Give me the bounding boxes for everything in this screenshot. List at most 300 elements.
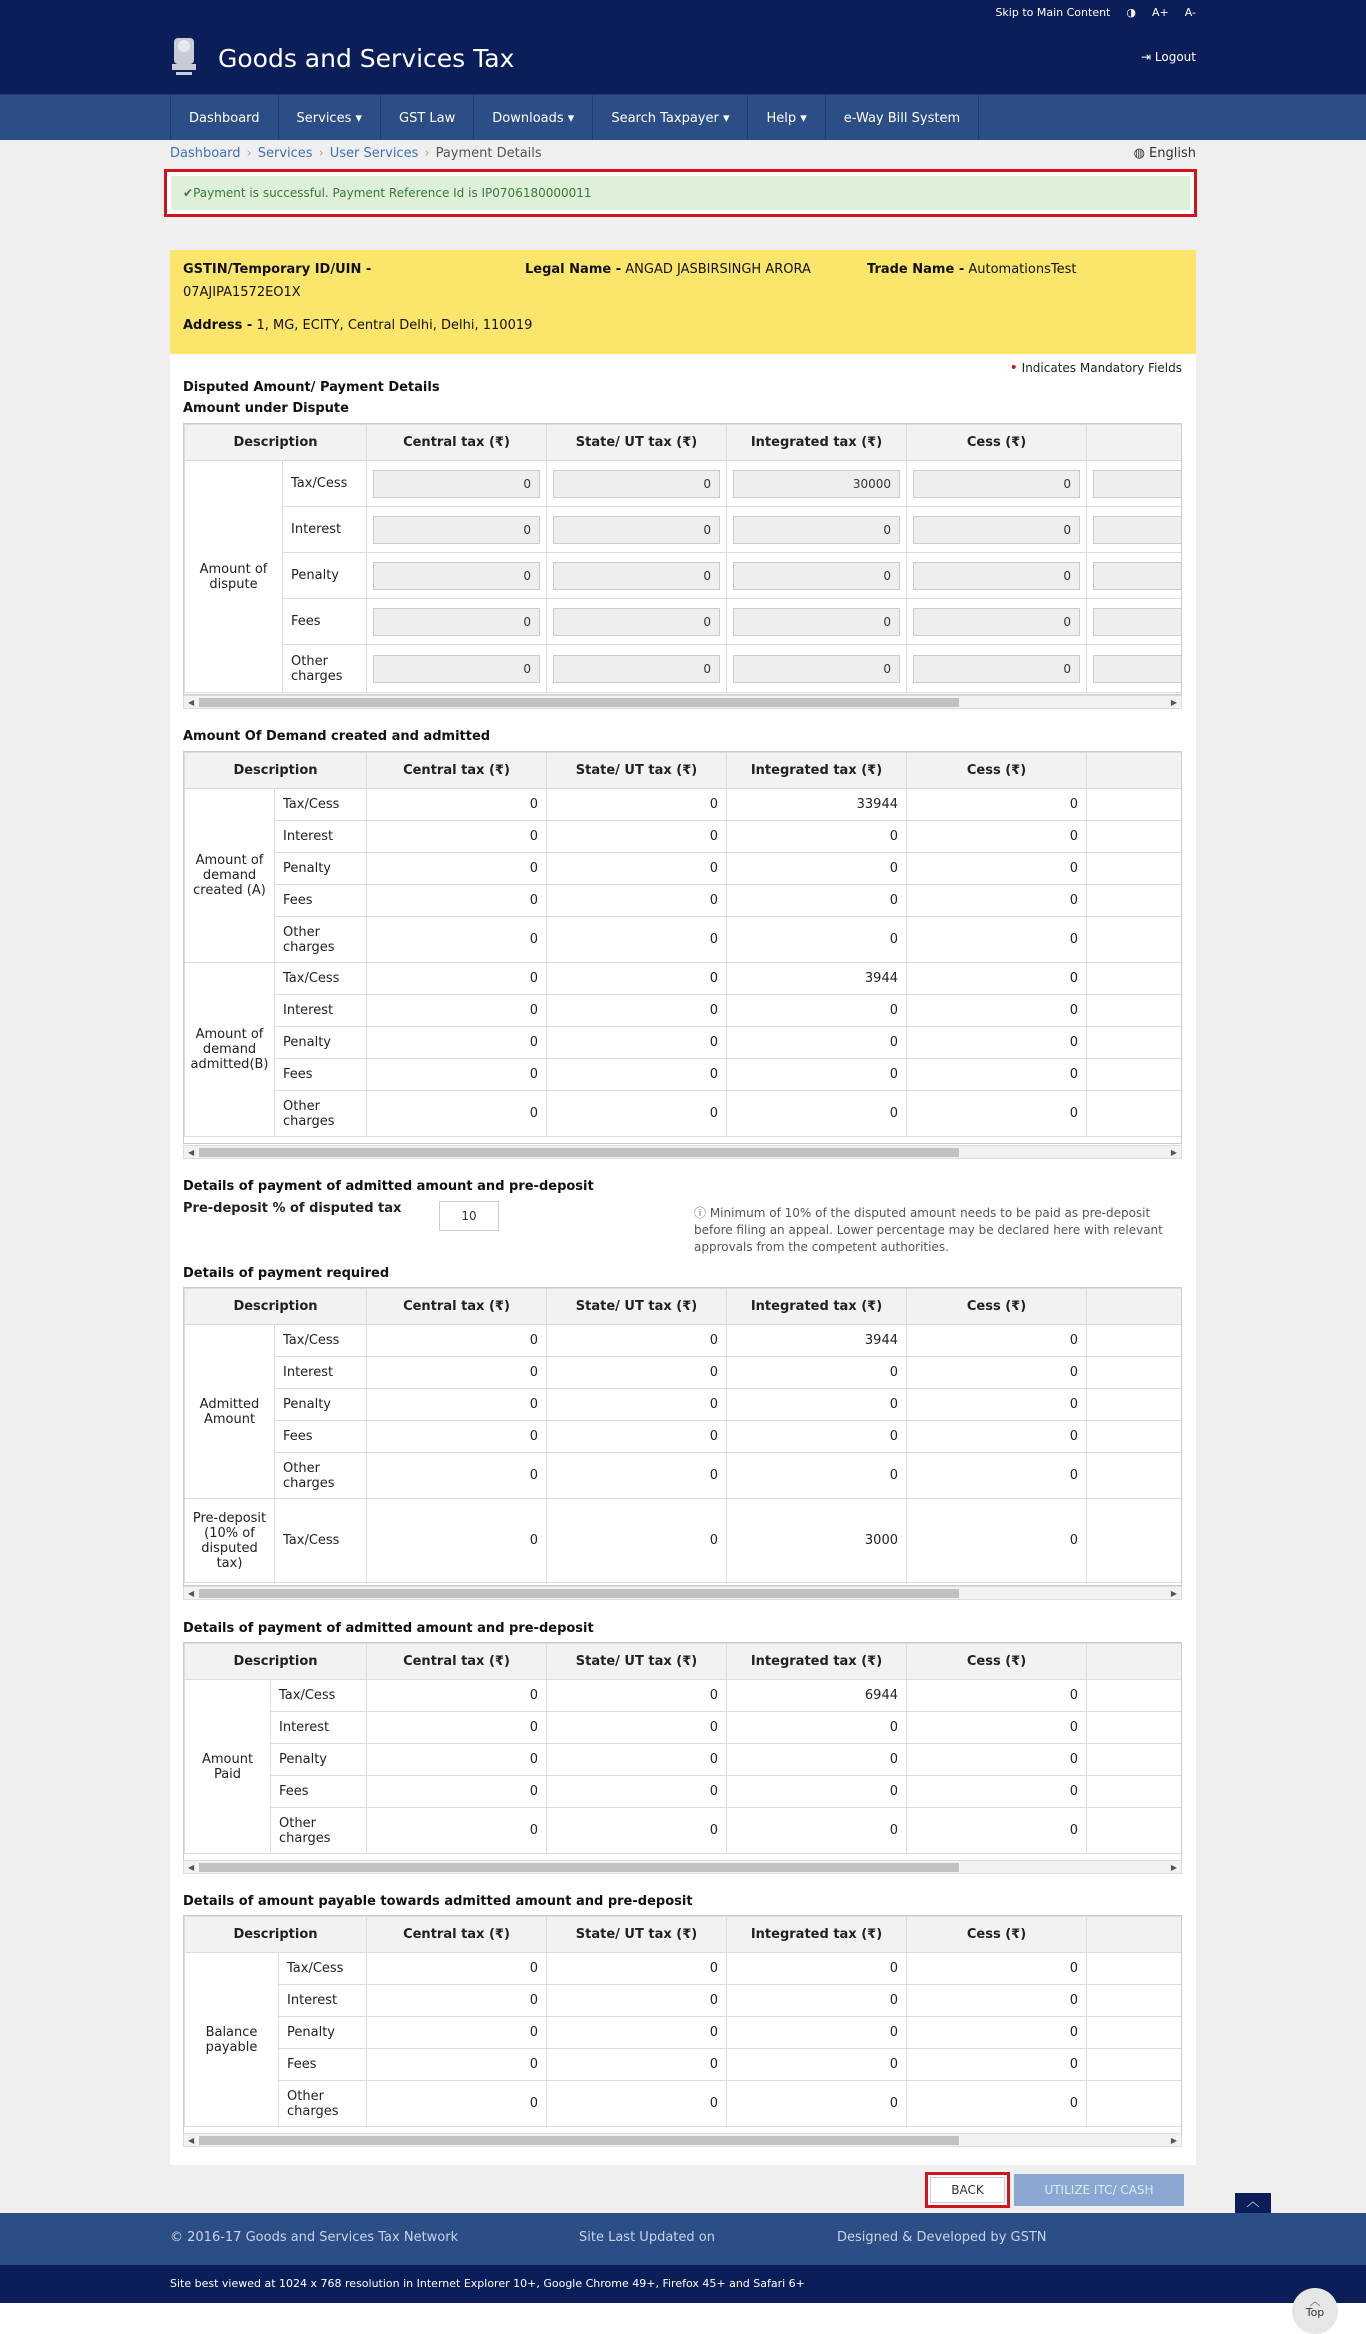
gstin-label: GSTIN/Temporary ID/UIN - xyxy=(183,262,372,277)
amount-cell: 0 xyxy=(547,1091,727,1137)
extra-cell xyxy=(1087,1499,1183,1583)
section-disputed-title: Disputed Amount/ Payment Details xyxy=(183,380,440,395)
amount-input[interactable]: 0 xyxy=(553,562,720,590)
row-label: Fees xyxy=(275,885,367,917)
extra-cell xyxy=(1087,1953,1183,1985)
amount-cell: 0 xyxy=(907,853,1087,885)
amount-under-dispute-table xyxy=(183,423,1182,695)
predeposit-note: ⓘ Minimum of 10% of the disputed amount needs to be paid as pre-deposit before filing an appeal. Lower percentage may be declared here with relevant approvals from the competent authorities. xyxy=(694,1206,1163,1254)
accessibility-strip xyxy=(995,6,1196,19)
amount-cell: 0 xyxy=(907,1499,1087,1583)
col-header-extra xyxy=(1087,1289,1183,1325)
table-row xyxy=(185,1357,1183,1389)
row-label: Other charges xyxy=(275,1091,367,1137)
amount-cell: 0 xyxy=(367,1953,547,1985)
utilize-itc-cash-button[interactable]: UTILIZE ITC/ CASH xyxy=(1014,2174,1184,2206)
amount-cell: 0 xyxy=(547,1453,727,1499)
table2-title: Amount Of Demand created and admitted xyxy=(183,729,491,744)
extra-cell xyxy=(1087,917,1183,963)
extra-cell xyxy=(1087,1357,1183,1389)
amount-cell: 0 xyxy=(547,1985,727,2017)
table3-scrollbar[interactable]: ◀ ▶ xyxy=(183,1586,1182,1600)
amount-cell: 0 xyxy=(547,1357,727,1389)
table-row xyxy=(185,2081,1183,2127)
amount-cell: 0 xyxy=(907,1985,1087,2017)
amount-input[interactable]: 0 xyxy=(913,608,1080,636)
table-row xyxy=(185,1744,1183,1776)
amount-cell: 0 xyxy=(367,1985,547,2017)
amount-input[interactable]: 0 xyxy=(733,655,900,683)
predeposit-input[interactable]: 10 xyxy=(439,1201,499,1231)
table-row xyxy=(185,1776,1183,1808)
national-emblem-icon xyxy=(166,34,202,80)
table-row xyxy=(185,2049,1183,2081)
col-header-3: Integrated tax (₹) xyxy=(727,425,907,461)
col-header-3: Integrated tax (₹) xyxy=(727,1289,907,1325)
logout-link[interactable] xyxy=(1141,50,1196,64)
table1-scrollbar[interactable]: ◀ ▶ xyxy=(183,695,1182,709)
breadcrumb-dashboard[interactable]: Dashboard xyxy=(170,146,241,161)
extra-cell xyxy=(1087,1421,1183,1453)
table-row xyxy=(185,1953,1183,1985)
amount-cell: 0 xyxy=(367,1776,547,1808)
amount-cell: 0 xyxy=(547,2081,727,2127)
col-description: Description xyxy=(185,425,367,461)
extra-cell xyxy=(1087,1744,1183,1776)
table-row xyxy=(185,2017,1183,2049)
extra-cell xyxy=(1087,1389,1183,1421)
col-header-extra xyxy=(1087,1644,1183,1680)
amount-input[interactable]: 0 xyxy=(373,516,540,544)
contrast-icon[interactable]: ◑ xyxy=(1126,6,1136,19)
amount-cell: 0 xyxy=(727,2049,907,2081)
extra-cell xyxy=(1087,1808,1183,1854)
amount-input[interactable]: 0 xyxy=(553,470,720,498)
group-label: Amount of dispute xyxy=(185,461,283,693)
extra-cell xyxy=(1087,2081,1183,2127)
col-header-4: Cess (₹) xyxy=(907,753,1087,789)
row-label: Interest xyxy=(275,995,367,1027)
extra-cell xyxy=(1087,1325,1183,1357)
back-to-top-button[interactable] xyxy=(1292,2288,1338,2334)
extra-cell xyxy=(1087,885,1183,917)
extra-cell xyxy=(1087,821,1183,853)
table-row xyxy=(185,1985,1183,2017)
table-row xyxy=(185,461,1183,507)
success-alert xyxy=(164,169,1197,217)
amount-cell: 0 xyxy=(547,885,727,917)
amount-cell: 0 xyxy=(367,1453,547,1499)
amount-cell: 0 xyxy=(727,2017,907,2049)
table-row xyxy=(185,507,1183,553)
trade-name: Trade Name - AutomationsTest xyxy=(867,262,1077,277)
amount-cell: 0 xyxy=(367,821,547,853)
table-row xyxy=(185,645,1183,693)
nav-item-5[interactable]: Help ▾ xyxy=(748,95,825,141)
col-description: Description xyxy=(185,1644,367,1680)
amount-input[interactable]: 0 xyxy=(733,516,900,544)
row-label: Penalty xyxy=(275,1389,367,1421)
amount-cell: 0 xyxy=(547,963,727,995)
extra-cell xyxy=(1087,461,1183,507)
col-header-4: Cess (₹) xyxy=(907,1644,1087,1680)
logout-icon: ⇥ xyxy=(1141,50,1155,64)
font-decrease-button[interactable]: A- xyxy=(1184,6,1196,19)
amount-cell: 0 xyxy=(367,853,547,885)
group-label: Amount of demand created (A) xyxy=(185,789,275,963)
amount-cell: 0 xyxy=(727,1091,907,1137)
amount-cell: 0 xyxy=(547,2049,727,2081)
col-header-1: Central tax (₹) xyxy=(367,1289,547,1325)
row-label: Fees xyxy=(275,1421,367,1453)
amount-cell: 0 xyxy=(547,1712,727,1744)
amount-cell: 0 xyxy=(547,1744,727,1776)
amount-cell: 0 xyxy=(907,1421,1087,1453)
legal-name: Legal Name - ANGAD JASBIRSINGH ARORA xyxy=(525,262,811,277)
amount-cell: 0 xyxy=(907,2017,1087,2049)
table4-scrollbar[interactable]: ◀ ▶ xyxy=(183,1860,1182,1874)
row-label: Tax/Cess xyxy=(275,789,367,821)
col-header-2: State/ UT tax (₹) xyxy=(547,425,727,461)
col-description: Description xyxy=(185,753,367,789)
extra-cell xyxy=(1087,1680,1183,1712)
table-row xyxy=(185,1421,1183,1453)
amount-cell: 0 xyxy=(367,1808,547,1854)
amount-input[interactable]: 0 xyxy=(913,516,1080,544)
table2-scrollbar[interactable]: ◀ ▶ xyxy=(183,1145,1182,1159)
extra-cell xyxy=(1087,963,1183,995)
row-label: Fees xyxy=(275,1059,367,1091)
nav-item-4[interactable]: Search Taxpayer ▾ xyxy=(593,95,748,141)
amount-input[interactable]: 0 xyxy=(913,655,1080,683)
extra-cell xyxy=(1087,1453,1183,1499)
group-label: Amount Paid xyxy=(185,1680,271,1854)
amount-cell: 0 xyxy=(367,2049,547,2081)
amount-cell: 0 xyxy=(547,1027,727,1059)
extra-cell xyxy=(1087,1985,1183,2017)
row-label: Fees xyxy=(271,1776,367,1808)
amount-cell: 0 xyxy=(367,917,547,963)
row-label: Tax/Cess xyxy=(271,1680,367,1712)
extra-cell xyxy=(1087,1776,1183,1808)
logout-label: Logout xyxy=(1154,50,1196,64)
header-bar xyxy=(0,0,1366,94)
amount-cell: 0 xyxy=(727,1421,907,1453)
amount-cell: 0 xyxy=(907,1680,1087,1712)
col-description: Description xyxy=(185,1917,367,1953)
row-label: Tax/Cess xyxy=(275,1499,367,1583)
amount-cell: 0 xyxy=(547,1808,727,1854)
table-row xyxy=(185,789,1183,821)
extra-cell xyxy=(1087,507,1183,553)
group-label: Amount of demand admitted(B) xyxy=(185,963,275,1137)
col-header-2: State/ UT tax (₹) xyxy=(547,1917,727,1953)
back-to-top-label: Top xyxy=(1305,2306,1325,2319)
footer-copyright: © 2016-17 Goods and Services Tax Network xyxy=(170,2230,459,2245)
predeposit-title: Details of payment of admitted amount and pre-deposit xyxy=(183,1179,594,1194)
row-label: Tax/Cess xyxy=(275,1325,367,1357)
row-label: Other charges xyxy=(275,1453,367,1499)
amount-cell: 0 xyxy=(727,2081,907,2127)
site-title[interactable]: Goods and Services Tax xyxy=(218,44,515,73)
extra-cell xyxy=(1087,1091,1183,1137)
amount-cell: 0 xyxy=(907,1953,1087,1985)
amount-cell: 0 xyxy=(727,1712,907,1744)
group-label: Pre-deposit (10% of disputed tax) xyxy=(185,1499,275,1583)
amount-cell: 0 xyxy=(907,2049,1087,2081)
amount-cell: 3944 xyxy=(727,1325,907,1357)
amount-cell: 0 xyxy=(907,963,1087,995)
table-row xyxy=(185,1712,1183,1744)
main-nav xyxy=(0,94,1366,140)
amount-cell: 0 xyxy=(907,1776,1087,1808)
group-label: Admitted Amount xyxy=(185,1325,275,1499)
balance-payable-table xyxy=(183,1915,1182,2134)
amount-cell: 0 xyxy=(547,1389,727,1421)
amount-cell: 0 xyxy=(367,885,547,917)
amount-cell: 33944 xyxy=(727,789,907,821)
breadcrumb-services[interactable]: Services xyxy=(257,146,313,161)
table-row xyxy=(185,1091,1183,1137)
table-row xyxy=(185,917,1183,963)
table5-scrollbar[interactable]: ◀ ▶ xyxy=(183,2133,1182,2147)
language-selector[interactable] xyxy=(1134,146,1196,161)
amount-cell: 0 xyxy=(367,1389,547,1421)
mandatory-note: • Indicates Mandatory Fields xyxy=(1009,360,1182,376)
predeposit-label: Pre-deposit % of disputed tax xyxy=(183,1201,402,1216)
table3-title: Details of payment required xyxy=(183,1266,390,1281)
row-label: Other charges xyxy=(271,1808,367,1854)
amount-cell: 0 xyxy=(547,1953,727,1985)
amount-cell: 0 xyxy=(907,885,1087,917)
amount-cell: 0 xyxy=(367,2081,547,2127)
amount-input[interactable]: 0 xyxy=(913,562,1080,590)
table-row xyxy=(185,885,1183,917)
amount-input[interactable]: 0 xyxy=(373,562,540,590)
amount-cell: 0 xyxy=(727,995,907,1027)
col-header-1: Central tax (₹) xyxy=(367,1917,547,1953)
col-header-1: Central tax (₹) xyxy=(367,1644,547,1680)
amount-cell: 0 xyxy=(727,1453,907,1499)
table-row xyxy=(185,1027,1183,1059)
amount-cell: 0 xyxy=(547,917,727,963)
col-header-3: Integrated tax (₹) xyxy=(727,753,907,789)
amount-cell: 0 xyxy=(727,1357,907,1389)
amount-cell: 0 xyxy=(547,1680,727,1712)
amount-cell: 0 xyxy=(907,789,1087,821)
row-label: Penalty xyxy=(279,2017,367,2049)
info-icon: ⓘ xyxy=(694,1206,710,1220)
extra-cell xyxy=(1087,853,1183,885)
globe-icon: ◍ xyxy=(1133,146,1150,161)
amount-cell: 0 xyxy=(367,1712,547,1744)
col-header-1: Central tax (₹) xyxy=(367,425,547,461)
col-header-3: Integrated tax (₹) xyxy=(727,1917,907,1953)
table1-title: Amount under Dispute xyxy=(183,401,349,416)
nav-item-6[interactable]: e-Way Bill System xyxy=(826,95,979,141)
amount-cell: 0 xyxy=(367,1325,547,1357)
footer-designed: Designed & Developed by GSTN xyxy=(837,2230,1047,2245)
amount-cell: 0 xyxy=(907,1027,1087,1059)
amount-cell: 0 xyxy=(727,1985,907,2017)
amount-input[interactable]: 0 xyxy=(373,608,540,636)
demand-table xyxy=(183,751,1182,1144)
amount-cell: 0 xyxy=(907,1325,1087,1357)
language-label: English xyxy=(1149,146,1196,161)
table-row xyxy=(185,599,1183,645)
row-label: Other charges xyxy=(283,645,367,693)
col-header-2: State/ UT tax (₹) xyxy=(547,1644,727,1680)
col-header-2: State/ UT tax (₹) xyxy=(547,1289,727,1325)
skip-to-content-link[interactable]: Skip to Main Content xyxy=(995,6,1111,19)
amount-cell: 0 xyxy=(907,1357,1087,1389)
scroll-up-icon[interactable]: ︿ xyxy=(1235,2193,1271,2213)
amount-cell: 0 xyxy=(367,1421,547,1453)
amount-cell: 0 xyxy=(547,789,727,821)
col-header-extra xyxy=(1087,753,1183,789)
amount-input[interactable]: 0 xyxy=(553,608,720,636)
amount-cell: 3944 xyxy=(727,963,907,995)
back-button[interactable]: BACK xyxy=(925,2172,1010,2208)
col-header-4: Cess (₹) xyxy=(907,1289,1087,1325)
amount-cell: 0 xyxy=(547,2017,727,2049)
amount-cell: 0 xyxy=(547,1325,727,1357)
amount-cell: 0 xyxy=(727,917,907,963)
amount-cell: 0 xyxy=(907,1059,1087,1091)
amount-cell: 0 xyxy=(367,1499,547,1583)
table-row xyxy=(185,1325,1183,1357)
amount-cell: 0 xyxy=(367,1744,547,1776)
amount-cell: 0 xyxy=(907,1744,1087,1776)
breadcrumb-current: Payment Details xyxy=(435,146,542,161)
row-label: Penalty xyxy=(283,553,367,599)
extra-cell xyxy=(1087,995,1183,1027)
footer xyxy=(0,2213,1366,2303)
col-header-extra xyxy=(1087,1917,1183,1953)
breadcrumb-user-services[interactable]: User Services xyxy=(329,146,419,161)
table-row xyxy=(185,995,1183,1027)
amount-input[interactable]: 30000 xyxy=(733,470,900,498)
amount-input[interactable]: 0 xyxy=(913,470,1080,498)
extra-cell xyxy=(1087,1059,1183,1091)
extra-cell xyxy=(1087,1027,1183,1059)
amount-cell: 0 xyxy=(367,1680,547,1712)
font-increase-button[interactable]: A+ xyxy=(1151,6,1169,19)
amount-cell: 0 xyxy=(727,1744,907,1776)
extra-cell xyxy=(1087,1712,1183,1744)
table-row xyxy=(185,553,1183,599)
extra-cell xyxy=(1087,2017,1183,2049)
amount-cell: 0 xyxy=(727,1389,907,1421)
amount-input[interactable]: 0 xyxy=(733,562,900,590)
amount-cell: 0 xyxy=(547,853,727,885)
amount-cell: 0 xyxy=(907,2081,1087,2127)
col-header-4: Cess (₹) xyxy=(907,1917,1087,1953)
footer-best-viewed: Site best viewed at 1024 x 768 resolution in Internet Explorer 10+, Google Chrome 49+, Firefox 45+ and Safari 6+ xyxy=(0,2265,1366,2303)
gstin-value: 07AJIPA1572EO1X xyxy=(183,285,301,300)
amount-cell: 0 xyxy=(547,995,727,1027)
payment-required-table xyxy=(183,1287,1182,1586)
amount-cell: 0 xyxy=(367,1357,547,1389)
amount-cell: 0 xyxy=(547,1499,727,1583)
table-row xyxy=(185,821,1183,853)
extra-cell xyxy=(1087,645,1183,693)
row-label: Penalty xyxy=(275,1027,367,1059)
row-label: Interest xyxy=(279,1985,367,2017)
table-row xyxy=(185,1453,1183,1499)
amount-input[interactable]: 0 xyxy=(553,655,720,683)
extra-cell xyxy=(1087,789,1183,821)
col-header-extra xyxy=(1087,425,1183,461)
table-row xyxy=(185,1680,1183,1712)
table-row xyxy=(185,963,1183,995)
row-label: Interest xyxy=(283,507,367,553)
amount-cell: 0 xyxy=(547,1059,727,1091)
amount-cell: 0 xyxy=(547,1421,727,1453)
amount-cell: 0 xyxy=(367,1091,547,1137)
col-header-2: State/ UT tax (₹) xyxy=(547,753,727,789)
amount-paid-table xyxy=(183,1642,1182,1864)
col-header-3: Integrated tax (₹) xyxy=(727,1644,907,1680)
row-label: Interest xyxy=(271,1712,367,1744)
amount-cell: 0 xyxy=(907,1389,1087,1421)
amount-cell: 0 xyxy=(727,1059,907,1091)
amount-cell: 0 xyxy=(727,853,907,885)
table-row xyxy=(185,1499,1183,1583)
table-row xyxy=(185,1808,1183,1854)
nav-item-1[interactable]: Services ▾ xyxy=(279,95,381,141)
extra-cell xyxy=(1087,599,1183,645)
amount-input[interactable]: 0 xyxy=(733,608,900,636)
amount-cell: 0 xyxy=(367,789,547,821)
row-label: Interest xyxy=(275,1357,367,1389)
row-label: Other charges xyxy=(279,2081,367,2127)
amount-input[interactable]: 0 xyxy=(553,516,720,544)
row-label: Tax/Cess xyxy=(283,461,367,507)
chevron-up-icon: ︿ xyxy=(1309,2295,1321,2308)
amount-cell: 0 xyxy=(907,1712,1087,1744)
extra-cell xyxy=(1087,553,1183,599)
amount-cell: 0 xyxy=(367,2017,547,2049)
amount-cell: 0 xyxy=(547,821,727,853)
col-header-1: Central tax (₹) xyxy=(367,753,547,789)
nav-item-2[interactable]: GST Law xyxy=(381,95,474,141)
row-label: Tax/Cess xyxy=(275,963,367,995)
footer-updated: Site Last Updated on xyxy=(579,2230,715,2245)
address: Address - 1, MG, ECITY, Central Delhi, Delhi, 110019 xyxy=(183,318,533,333)
table-row xyxy=(185,853,1183,885)
amount-cell: 0 xyxy=(907,995,1087,1027)
row-label: Penalty xyxy=(271,1744,367,1776)
amount-cell: 0 xyxy=(907,1453,1087,1499)
amount-cell: 0 xyxy=(727,1027,907,1059)
group-label: Balance payable xyxy=(185,1953,279,2127)
nav-item-0[interactable]: Dashboard xyxy=(170,95,279,141)
nav-item-3[interactable]: Downloads ▾ xyxy=(474,95,593,141)
amount-cell: 0 xyxy=(367,995,547,1027)
amount-cell: 0 xyxy=(727,1776,907,1808)
amount-cell: 0 xyxy=(367,1027,547,1059)
col-header-4: Cess (₹) xyxy=(907,425,1087,461)
amount-cell: 0 xyxy=(727,1808,907,1854)
amount-input[interactable]: 0 xyxy=(373,655,540,683)
amount-input[interactable]: 0 xyxy=(373,470,540,498)
table4-title: Details of payment of admitted amount and pre-deposit xyxy=(183,1621,594,1636)
row-label: Penalty xyxy=(275,853,367,885)
amount-cell: 0 xyxy=(907,917,1087,963)
table5-title: Details of amount payable towards admitted amount and pre-deposit xyxy=(183,1894,693,1909)
amount-cell: 0 xyxy=(907,1091,1087,1137)
